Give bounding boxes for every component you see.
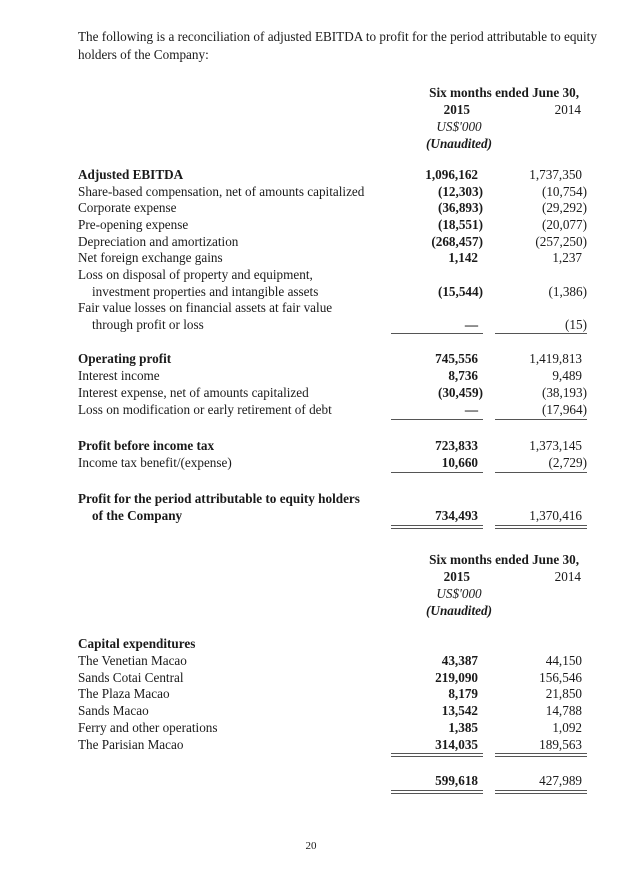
row-label: Operating profit bbox=[78, 351, 172, 366]
total-2014: 427,989 bbox=[539, 773, 582, 788]
value-2015: 1,142 bbox=[448, 250, 478, 265]
row-label: Profit for the period attributable to equity holders bbox=[78, 491, 360, 506]
value-2014: 1,370,416 bbox=[529, 508, 582, 523]
value-2014: 1,419,813 bbox=[529, 351, 582, 366]
page-number: 20 bbox=[305, 840, 317, 852]
section-title: Capital expenditures bbox=[78, 636, 196, 651]
row-label: Depreciation and amortization bbox=[78, 234, 239, 249]
unit-heading: US$'000 bbox=[436, 119, 482, 134]
row-label: Interest income bbox=[78, 368, 160, 383]
row-label: Pre-opening expense bbox=[78, 217, 189, 232]
total-row bbox=[78, 772, 598, 789]
table-row bbox=[78, 367, 598, 384]
table-row bbox=[78, 316, 598, 333]
value-2015: — bbox=[464, 317, 478, 332]
table-row bbox=[78, 401, 598, 418]
row-label: The Plaza Macao bbox=[78, 686, 170, 701]
value-2014: (38,193) bbox=[541, 385, 587, 400]
value-2015: 314,035 bbox=[435, 737, 478, 752]
value-2015: 43,387 bbox=[441, 653, 478, 668]
value-2015: 745,556 bbox=[435, 351, 478, 366]
year-2014-heading: 2014 bbox=[554, 569, 581, 584]
table-row bbox=[78, 183, 598, 200]
subtotal-double-rule bbox=[391, 753, 483, 757]
row-label: Sands Macao bbox=[78, 703, 149, 718]
value-2014: (15) bbox=[565, 317, 587, 332]
value-2014: (2,729) bbox=[548, 455, 587, 470]
total-double-rule bbox=[495, 790, 587, 794]
row-label: Interest expense, net of amounts capitalized bbox=[78, 385, 309, 400]
year-2015-heading: 2015 bbox=[443, 569, 470, 584]
unaudited-heading: (Unaudited) bbox=[426, 136, 492, 151]
value-2015: 13,542 bbox=[441, 703, 478, 718]
table-row bbox=[78, 266, 598, 283]
value-2014: 9,489 bbox=[552, 368, 582, 383]
table-row bbox=[78, 233, 598, 250]
value-2015: (36,893) bbox=[437, 200, 483, 215]
value-2015: — bbox=[464, 402, 478, 417]
unit-heading: US$'000 bbox=[436, 586, 482, 601]
table-row bbox=[78, 702, 598, 719]
row-label-continued: through profit or loss bbox=[92, 317, 204, 332]
table-row bbox=[78, 719, 598, 736]
row-label: Loss on modification or early retirement of debt bbox=[78, 402, 332, 417]
table-row bbox=[78, 166, 598, 183]
row-label: Corporate expense bbox=[78, 200, 177, 215]
row-label: Share-based compensation, net of amounts capitalized bbox=[78, 184, 365, 199]
table-row bbox=[78, 490, 598, 507]
table-row bbox=[78, 685, 598, 702]
value-2014: (20,077) bbox=[541, 217, 587, 232]
row-label: Fair value losses on financial assets at fair value bbox=[78, 300, 333, 315]
subtotal-rule bbox=[495, 333, 587, 334]
value-2015: (18,551) bbox=[437, 217, 483, 232]
section-title-row bbox=[78, 635, 598, 652]
table-row bbox=[78, 299, 598, 316]
period-heading: Six months ended June 30, bbox=[429, 552, 579, 567]
row-label: Ferry and other operations bbox=[78, 720, 218, 735]
table-row bbox=[78, 384, 598, 401]
table-row bbox=[78, 350, 598, 367]
unaudited-heading: (Unaudited) bbox=[426, 603, 492, 618]
total-double-rule bbox=[391, 790, 483, 794]
value-2015: 10,660 bbox=[441, 455, 478, 470]
table-row bbox=[78, 652, 598, 669]
year-2015-heading: 2015 bbox=[443, 102, 470, 117]
value-2015: 8,179 bbox=[448, 686, 478, 701]
value-2015: (268,457) bbox=[431, 234, 483, 249]
value-2014: 1,237 bbox=[552, 250, 582, 265]
subtotal-rule bbox=[391, 333, 483, 334]
subtotal-double-rule bbox=[495, 753, 587, 757]
value-2015: 8,736 bbox=[448, 368, 478, 383]
table-row bbox=[78, 249, 598, 266]
row-label: Loss on disposal of property and equipment, bbox=[78, 267, 313, 282]
row-label: Adjusted EBITDA bbox=[78, 167, 184, 182]
value-2014: 189,563 bbox=[539, 737, 582, 752]
value-2014: (29,292) bbox=[541, 200, 587, 215]
value-2015: (30,459) bbox=[437, 385, 483, 400]
row-label: Profit before income tax bbox=[78, 438, 215, 453]
table-row bbox=[78, 669, 598, 686]
value-2015: (15,544) bbox=[437, 284, 483, 299]
subtotal-rule bbox=[495, 472, 587, 473]
subtotal-rule bbox=[391, 419, 483, 420]
total-2015: 599,618 bbox=[435, 773, 478, 788]
value-2014: (10,754) bbox=[541, 184, 587, 199]
value-2015: 219,090 bbox=[435, 670, 478, 685]
table-row bbox=[78, 736, 598, 753]
value-2015: 1,096,162 bbox=[425, 167, 478, 182]
table-row bbox=[78, 283, 598, 300]
intro-paragraph: The following is a reconciliation of adjusted EBITDA to profit for the period attributable to equity holders of the Company: bbox=[78, 29, 597, 62]
table-row bbox=[78, 199, 598, 216]
value-2014: (257,250) bbox=[535, 234, 587, 249]
subtotal-rule bbox=[495, 419, 587, 420]
row-label: Income tax benefit/(expense) bbox=[78, 455, 232, 470]
value-2014: 156,546 bbox=[539, 670, 582, 685]
table-row bbox=[78, 437, 598, 454]
value-2014: 44,150 bbox=[545, 653, 582, 668]
total-double-rule bbox=[391, 525, 483, 529]
value-2014: (1,386) bbox=[548, 284, 587, 299]
value-2014: 21,850 bbox=[545, 686, 582, 701]
value-2014: 1,373,145 bbox=[529, 438, 582, 453]
row-label-continued: of the Company bbox=[92, 508, 183, 523]
row-label: The Venetian Macao bbox=[78, 653, 187, 668]
row-label: Net foreign exchange gains bbox=[78, 250, 223, 265]
value-2014: (17,964) bbox=[541, 402, 587, 417]
row-label-continued: investment properties and intangible assets bbox=[92, 284, 319, 299]
table-row bbox=[78, 454, 598, 471]
table-row bbox=[78, 216, 598, 233]
total-double-rule bbox=[495, 525, 587, 529]
value-2015: (12,303) bbox=[437, 184, 483, 199]
value-2014: 1,092 bbox=[552, 720, 582, 735]
period-heading: Six months ended June 30, bbox=[429, 85, 579, 100]
year-2014-heading: 2014 bbox=[554, 102, 581, 117]
value-2015: 734,493 bbox=[435, 508, 478, 523]
row-label: The Parisian Macao bbox=[78, 737, 184, 752]
row-label: Sands Cotai Central bbox=[78, 670, 184, 685]
table-row bbox=[78, 507, 598, 524]
value-2014: 14,788 bbox=[545, 703, 582, 718]
subtotal-rule bbox=[391, 472, 483, 473]
value-2015: 723,833 bbox=[435, 438, 478, 453]
value-2014: 1,737,350 bbox=[529, 167, 582, 182]
value-2015: 1,385 bbox=[448, 720, 478, 735]
